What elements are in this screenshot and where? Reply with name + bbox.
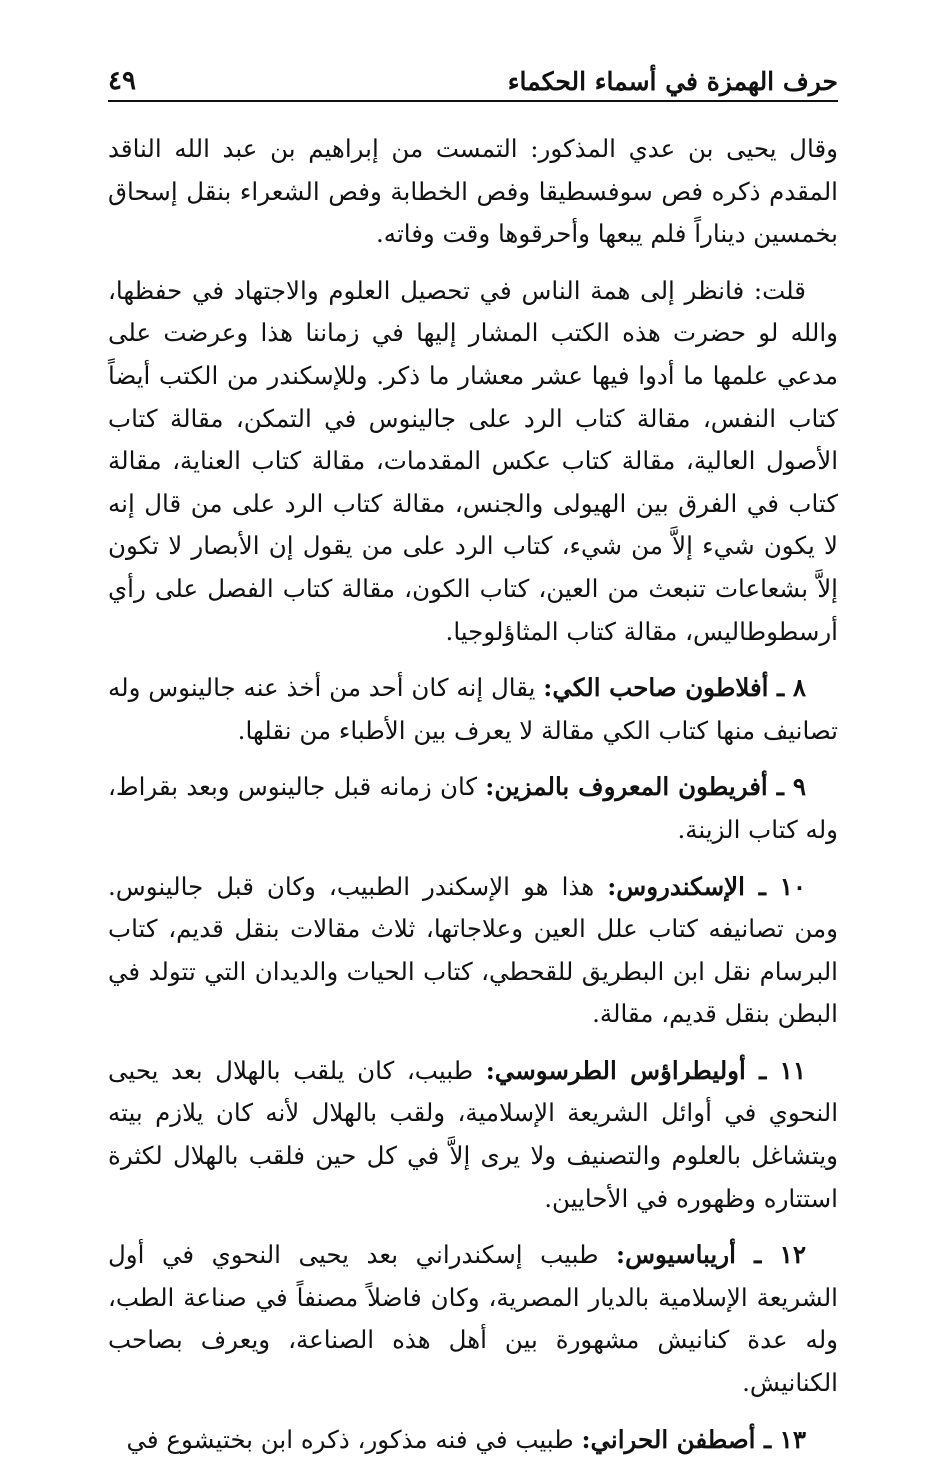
entry-heading: ١١ ـ أوليطراؤس الطرسوسي:	[485, 1055, 806, 1085]
entry-heading: ٨ ـ أفلاطون صاحب الكي:	[543, 673, 806, 703]
running-title: حرف الهمزة في أسماء الحكماء	[507, 67, 838, 96]
entry-text: طبيب في فنه مذكور، ذكره ابن بختيشوع في	[126, 1424, 582, 1454]
entry-8	[108, 667, 838, 752]
body-text	[108, 128, 838, 1475]
entry-heading: ١٣ ـ أصطفن الحراني:	[581, 1424, 806, 1454]
entry-text: كان زمانه قبل جالينوس وبعد بقراط، وله كتاب الزينة.	[108, 772, 838, 844]
entry-13	[108, 1419, 838, 1462]
entry-10	[108, 866, 838, 1036]
entry-text: طبيب، كان يلقب بالهلال بعد يحيى النحوي في أوائل الشريعة الإسلامية، ولقب بالهلال لأنه كان يلازم بيته ويتشاغل بالعلوم والتصنيف ولا يرى إلاَّ في كل حين فلقب بالهلال لكثرة استتاره وظهوره في الأحايين.	[108, 1055, 838, 1213]
paragraph-yahya	[108, 128, 838, 256]
entry-heading: ١٢ ـ أريباسيوس:	[616, 1240, 806, 1270]
page-number: ٤٩	[108, 66, 136, 96]
page-header	[108, 52, 838, 102]
entry-text: طبيب إسكندراني بعد يحيى النحوي في أول الشريعة الإسلامية بالديار المصرية، وكان فاضلاً مصنفاً في صناعة الطب، وله عدة كنانيش مشهورة بين أهل هذه الصناعة، ويعرف بصاحب الكنانيش.	[108, 1240, 838, 1398]
entry-9	[108, 766, 838, 851]
paragraph-text: قلت: فانظر إلى همة الناس في تحصيل العلوم والاجتهاد في حفظها، والله لو حضرت هذه الكتب المشار إليها في زماننا هذا وعرضت على مدعي علمها ما أدوا فيها عشر معشار ما ذكر. وللإسكندر من الكتب أيضاً كتاب النفس، مقالة كتاب الرد على جالينوس في التمكن، مقالة كتاب الأصول العالية، مقالة كتاب عكس المقدمات، مقالة كتاب العناية، مقالة كتاب في الفرق بين الهيولى والجنس، مقالة كتاب الرد على من قال إنه لا يكون شيء إلاَّ من شيء، كتاب الرد على من يقول إن الأبصار لا تكون إلاَّ بشعاعات تنبعث من العين، كتاب الكون، مقالة كتاب الفصل على رأي أرسطوطاليس، مقالة كتاب المثاؤلوجيا.	[108, 275, 838, 646]
paragraph-comment	[108, 270, 838, 653]
entry-heading: ٩ ـ أفريطون المعروف بالمزين:	[485, 772, 806, 802]
entry-11	[108, 1050, 838, 1220]
entry-text: يقال إنه كان أحد من أخذ عنه جالينوس وله تصانيف منها كتاب الكي مقالة لا يعرف بين الأطباء من نقلها.	[108, 673, 838, 745]
paragraph-text: وقال يحيى بن عدي المذكور: التمست من إبراهيم بن عبد الله الناقد المقدم ذكره فص سوفسطيقا وفص الخطابة وفص الشعراء بنقل إسحاق بخمسين ديناراً فلم يبعها وأحرقوها وقت وفاته.	[108, 134, 838, 249]
entry-heading: ١٠ ـ الإسكندروس:	[607, 871, 807, 901]
entry-12	[108, 1234, 838, 1404]
entry-text: هذا هو الإسكندر الطبيب، وكان قبل جالينوس. ومن تصانيفه كتاب علل العين وعلاجاتها، ثلاث مقالات بنقل قديم، كتاب البرسام نقل ابن البطريق للقحطي، كتاب الحيات والديدان التي تتولد في البطن بنقل قديم، مقالة.	[108, 871, 838, 1029]
